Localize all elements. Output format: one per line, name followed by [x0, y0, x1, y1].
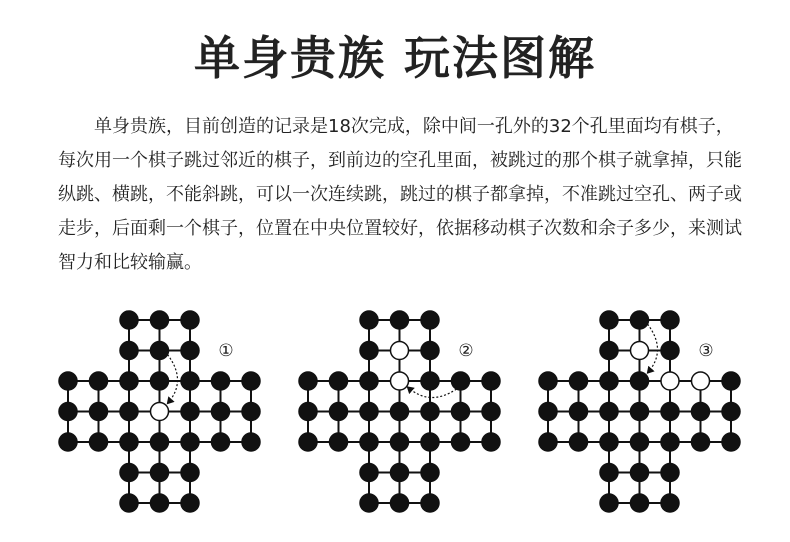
peg [600, 372, 618, 390]
peg [421, 433, 439, 451]
peg [330, 433, 348, 451]
peg [59, 433, 77, 451]
peg [391, 494, 409, 512]
empty-hole [692, 372, 710, 390]
peg [120, 464, 138, 482]
peg [421, 342, 439, 360]
board-1 [59, 311, 260, 512]
peg [452, 433, 470, 451]
peg [600, 433, 618, 451]
peg [421, 464, 439, 482]
peg [360, 433, 378, 451]
peg [661, 311, 679, 329]
peg [421, 372, 439, 390]
peg [661, 433, 679, 451]
board-3 [539, 311, 740, 512]
empty-hole [631, 342, 649, 360]
peg [151, 433, 169, 451]
peg [482, 433, 500, 451]
peg [391, 433, 409, 451]
peg [120, 403, 138, 421]
peg [181, 433, 199, 451]
empty-hole [391, 342, 409, 360]
peg [181, 494, 199, 512]
peg [151, 311, 169, 329]
peg [181, 403, 199, 421]
peg [120, 311, 138, 329]
peg [360, 372, 378, 390]
peg [181, 342, 199, 360]
peg [330, 372, 348, 390]
empty-hole [661, 372, 679, 390]
peg [570, 433, 588, 451]
step-label: ③ [698, 341, 714, 361]
peg [391, 311, 409, 329]
peg [391, 403, 409, 421]
peg [539, 433, 557, 451]
peg [181, 372, 199, 390]
peg [360, 494, 378, 512]
peg [90, 433, 108, 451]
peg [212, 433, 230, 451]
peg [212, 372, 230, 390]
peg [631, 311, 649, 329]
peg [421, 311, 439, 329]
peg [360, 342, 378, 360]
peg [90, 403, 108, 421]
peg [151, 464, 169, 482]
step-label: ① [218, 341, 234, 361]
peg [59, 403, 77, 421]
empty-hole [151, 403, 169, 421]
peg [722, 372, 740, 390]
peg [600, 464, 618, 482]
peg [661, 342, 679, 360]
peg [181, 311, 199, 329]
peg [539, 403, 557, 421]
peg [692, 403, 710, 421]
peg [600, 403, 618, 421]
peg [631, 464, 649, 482]
page-title: 单身贵族 玩法图解 [193, 31, 596, 85]
peg [90, 372, 108, 390]
peg [299, 403, 317, 421]
peg [242, 433, 260, 451]
peg [661, 494, 679, 512]
peg [330, 403, 348, 421]
peg [539, 372, 557, 390]
peg [661, 403, 679, 421]
peg [722, 403, 740, 421]
peg [299, 372, 317, 390]
peg [600, 494, 618, 512]
peg [120, 372, 138, 390]
peg [299, 433, 317, 451]
peg [600, 311, 618, 329]
empty-hole [391, 372, 409, 390]
peg [421, 494, 439, 512]
peg [452, 403, 470, 421]
peg [631, 433, 649, 451]
peg [692, 433, 710, 451]
step-label: ② [458, 341, 474, 361]
peg [151, 342, 169, 360]
peg [570, 372, 588, 390]
peg [482, 403, 500, 421]
peg [212, 403, 230, 421]
peg [631, 372, 649, 390]
peg [151, 494, 169, 512]
peg [242, 403, 260, 421]
peg [631, 494, 649, 512]
peg [120, 433, 138, 451]
board-2 [299, 311, 500, 512]
peg [482, 372, 500, 390]
peg [151, 372, 169, 390]
peg [452, 372, 470, 390]
peg [360, 464, 378, 482]
peg [631, 403, 649, 421]
peg [391, 464, 409, 482]
peg [570, 403, 588, 421]
rules-text: 单身贵族，目前创造的记录是18次完成，除中间一孔外的32个孔里面均有棋子，每次用一个棋子跳过邻近的棋子，到前边的空孔里面，被跳过的那个棋子就拿掉，只能纵跳、横跳，不能斜跳，可以一次连续跳，跳过的棋子都拿掉，不准跳过空孔、两子或走步，后面剩一个棋子，位置在中央位置较好，依据移动棋子次数和余子多少，来测试智力和比较输赢。 [58, 116, 742, 273]
peg [120, 494, 138, 512]
peg [242, 372, 260, 390]
peg [722, 433, 740, 451]
peg [421, 403, 439, 421]
peg [360, 311, 378, 329]
peg [59, 372, 77, 390]
peg [360, 403, 378, 421]
peg [120, 342, 138, 360]
peg [661, 464, 679, 482]
peg [181, 464, 199, 482]
peg [600, 342, 618, 360]
